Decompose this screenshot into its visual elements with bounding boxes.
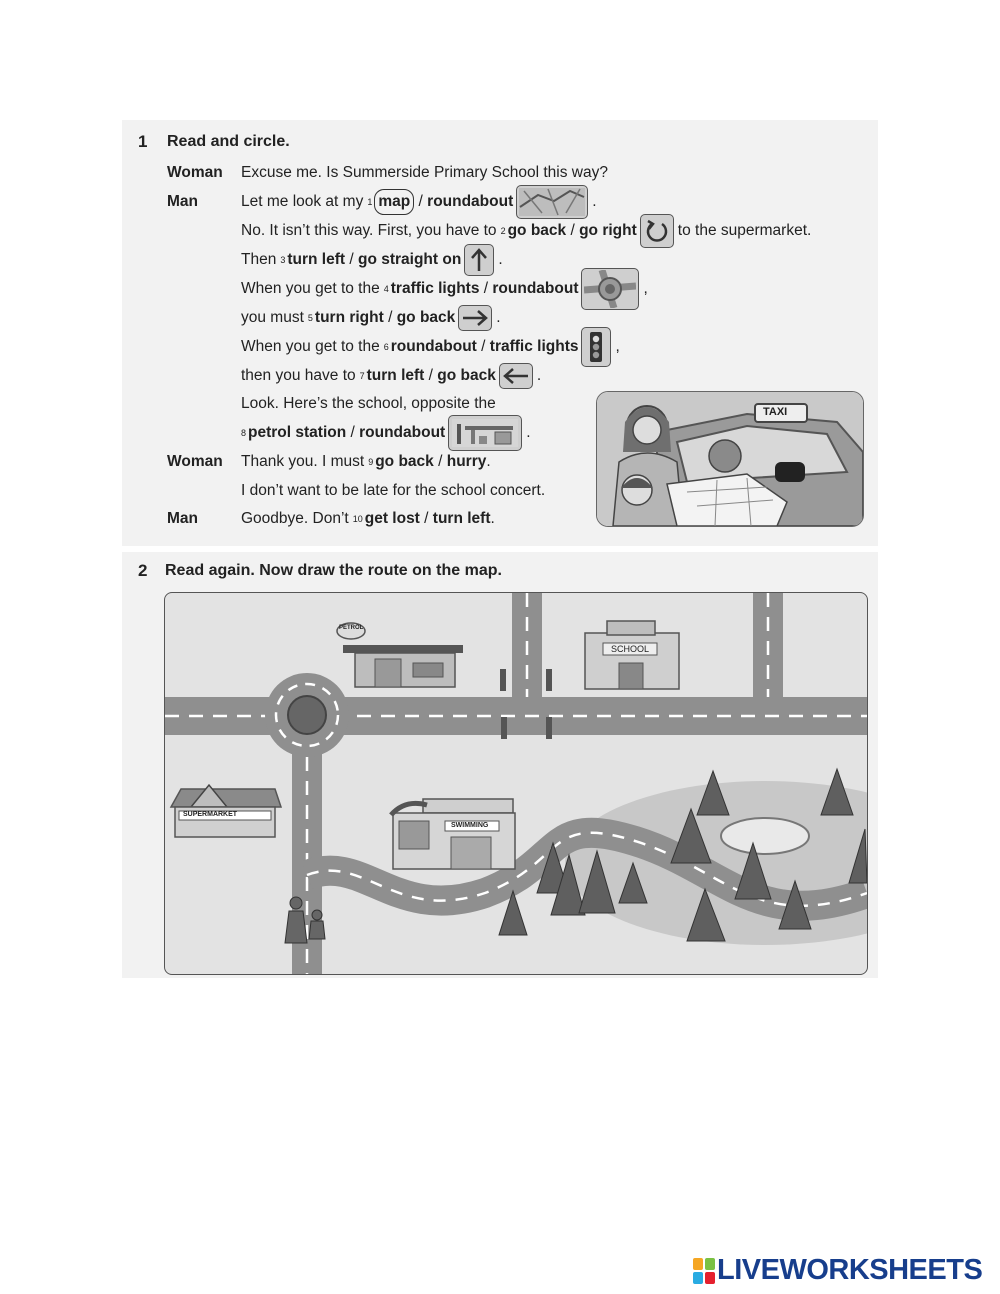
line-end: . [536, 367, 542, 384]
speaker-man: Man [167, 510, 198, 527]
item-number: 6 [383, 342, 389, 352]
speaker-woman: Woman [167, 164, 223, 181]
line-text: When you get to the [241, 338, 380, 355]
logo-mark-icon [693, 1258, 715, 1284]
dialogue-line-7 [241, 335, 620, 359]
u-turn-arrow-icon [640, 214, 674, 248]
dialogue-line-11 [241, 450, 491, 474]
line-end: , [615, 338, 620, 355]
separator: / [570, 222, 575, 239]
option-go-back[interactable]: go back [396, 309, 456, 326]
speaker-man: Man [167, 193, 198, 210]
separator: / [428, 367, 433, 384]
dialogue-line-6 [241, 306, 501, 330]
item-number: 10 [352, 514, 363, 524]
roundabout-icon [581, 268, 639, 310]
line-end: to the supermarket. [677, 222, 812, 239]
option-go-back[interactable]: go back [507, 222, 567, 239]
supermarket-sign: SUPERMARKET [183, 811, 238, 818]
item-number: 2 [500, 226, 506, 236]
line-end: . [486, 453, 491, 470]
map-icon [516, 185, 588, 219]
dialogue-line-4 [241, 248, 503, 272]
dialogue-line-10 [241, 421, 531, 445]
liveworksheets-logo [693, 1254, 982, 1287]
dialogue-line-13 [241, 507, 495, 531]
line-text: When you get to the [241, 280, 380, 297]
petrol-station-icon [448, 415, 522, 451]
line-text: Goodbye. Don’t [241, 510, 349, 527]
exercise-2-number: 2 [138, 561, 148, 580]
option-turn-right[interactable]: turn right [314, 309, 384, 326]
option-petrol-station[interactable]: petrol station [248, 424, 347, 441]
dialogue-line-8 [241, 364, 541, 388]
option-traffic-lights[interactable]: traffic lights [390, 280, 480, 297]
line-end: . [496, 309, 501, 326]
dialogue-line-9 [241, 392, 496, 416]
option-traffic-lights[interactable]: traffic lights [489, 338, 579, 355]
item-number: 1 [367, 197, 373, 207]
school-sign: SCHOOL [611, 644, 650, 654]
item-number: 7 [359, 371, 365, 381]
line-text: then you have to [241, 367, 356, 384]
item-number: 5 [307, 313, 313, 323]
arrow-left-icon [499, 363, 533, 389]
separator: / [424, 510, 429, 527]
item-number: 3 [280, 255, 286, 265]
option-roundabout[interactable]: roundabout [492, 280, 579, 297]
line-text: I don’t want to be late for the school concert. [241, 482, 546, 499]
arrow-up-icon [464, 244, 494, 276]
traffic-light-icon [581, 327, 611, 367]
item-number: 9 [368, 457, 374, 467]
arrow-right-icon [458, 305, 492, 331]
separator: / [388, 309, 393, 326]
option-turn-left[interactable]: turn left [287, 251, 346, 268]
option-go-right[interactable]: go right [579, 222, 637, 239]
dialogue-line-2 [241, 190, 597, 214]
option-go-back[interactable]: go back [437, 367, 496, 384]
option-roundabout[interactable]: roundabout [359, 424, 446, 441]
line-text: No. It isn’t this way. First, you have to [241, 222, 497, 239]
option-go-straight-on[interactable]: go straight on [357, 251, 462, 268]
option-roundabout[interactable]: roundabout [390, 338, 477, 355]
separator: / [350, 424, 355, 441]
line-end: . [526, 424, 531, 441]
separator: / [418, 193, 423, 210]
speaker-woman: Woman [167, 453, 223, 470]
exercise-1-number: 1 [138, 132, 148, 151]
separator: / [481, 338, 486, 355]
logo-text: LIVEWORKSHEETS [717, 1254, 983, 1286]
petrol-sign: PETROL [339, 625, 364, 631]
line-end: . [498, 251, 503, 268]
dialogue-line-3 [241, 219, 811, 243]
option-hurry[interactable]: hurry [446, 453, 487, 470]
line-text: Thank you. I must [241, 453, 365, 470]
option-go-back[interactable]: go back [375, 453, 434, 470]
option-turn-left[interactable]: turn left [432, 510, 491, 527]
option-get-lost[interactable]: get lost [364, 510, 420, 527]
taxi-illustration [596, 391, 864, 527]
option-turn-left[interactable]: turn left [366, 367, 425, 384]
option-map[interactable]: map [374, 189, 414, 215]
line-end: . [490, 510, 495, 527]
item-number: 8 [241, 428, 247, 438]
swimming-sign: SWIMMING [451, 822, 489, 829]
separator: / [438, 453, 443, 470]
dialogue-line-5 [241, 277, 648, 301]
dialogue-line-1 [241, 161, 608, 185]
exercise-1-title: Read and circle. [167, 133, 290, 150]
exercise-2-title: Read again. Now draw the route on the map. [165, 562, 502, 579]
line-text: Excuse me. Is Summerside Primary School this way? [241, 164, 608, 181]
separator: / [483, 280, 489, 297]
line-end: , [643, 280, 648, 297]
line-end: . [592, 193, 597, 210]
option-roundabout[interactable]: roundabout [427, 193, 514, 210]
line-text: you must [241, 309, 304, 326]
dialogue-line-12 [241, 479, 545, 503]
line-text: Let me look at my [241, 193, 364, 210]
route-map[interactable] [164, 592, 868, 975]
taxi-sign: TAXI [763, 406, 788, 418]
item-number: 4 [383, 284, 389, 294]
separator: / [349, 251, 354, 268]
line-text: Look. Here’s the school, opposite the [241, 395, 496, 412]
line-text: Then [241, 251, 277, 268]
